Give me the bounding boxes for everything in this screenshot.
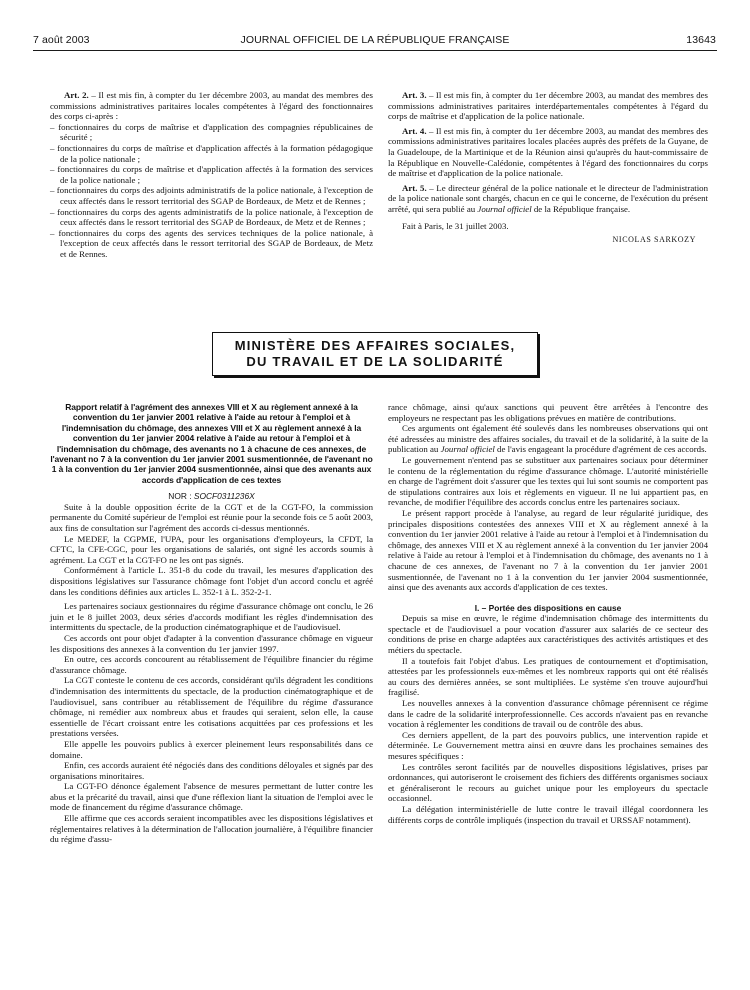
journal-name: Journal officiel [477,203,532,214]
article-2-text: – Il est mis fin, à compter du 1er décembre 2003, au mandat des membres des commissions administratives paritaires locales compétentes à l'égard des fonctionnaires des corps ci-après : [50,90,373,122]
report-paragraph: Suite à la double opposition écrite de la CGT et de la CGT-FO, la commission permanente du Comité supérieur de l'emploi est réunie pour la seconde fois ce 5 août 2003, aux fins de consultation sur l'agrément des accords ci-dessus mentionnés. [50,501,373,534]
report-paragraph: Conformément à l'article L. 351-8 du code du travail, les mesures d'application des dispositions législatives sur l'assurance chômage font l'objet d'un accord conclu et agréé dans les conditions définies aux articles L. 352-1 à L. 352-2-1. [50,565,373,597]
report-paragraph: La CGT-FO dénonce également l'absence de mesures permettant de lutter contre les abus et la précarité du travail, ainsi que d'une réflexion liant la situation de l'emploi avec le mode de financement du régime d'assurance chômage. [50,781,373,813]
report-paragraph: Enfin, ces accords auraient été négociés dans des conditions déloyales et signés par des organisations minoritaires. [50,760,373,781]
section-heading: I. – Portée des dispositions en cause [474,602,622,613]
report-left-column [50,402,373,845]
arrete-left-column [50,90,373,260]
report-paragraph: La CGT conteste le contenu de ces accords, considérant qu'ils dégradent les conditions d'indemnisation des intermittents du spectacle, de la production cinématographique et de l'audiovisuel, sans contribuer au rétablissement de l'équilibre du régime d'assurance chômage, ni remédier aux nombreux abus et fraudes qui seraient, selon elle, la cause essentielle de l'écart croissant entre les cotisations acquittées par ces professions et les prestations versées. [50,675,373,739]
nor-code: SOCF0311236X [193,491,255,502]
ministry-title-line-2: DU TRAVAIL ET DE LA SOLIDARITÉ [246,354,504,369]
list-item: – fonctionnaires du corps de maîtrise et d'application affectés à la formation des services de la police nationale ; [50,164,373,185]
report-paragraph: La délégation interministérielle de lutte contre le travail illégal coordonnera les différents corps de contrôle impliqués (inspection du travail et URSSAF notamment). [388,803,708,825]
report-paragraph: Il a toutefois fait l'objet d'abus. Les pratiques de contournement et d'optimisation, attestées par les professionnels eux-mêmes et les nombreux rapports qui ont été réalisés au cours des dernières années, se sont multipliées. Le système s'en trouve aujourd'hui fragilisé. [388,655,708,698]
article-5-label: Art. 5. [402,182,427,193]
report-paragraph: rance chômage, ainsi qu'aux sanctions qui peuvent être arrêtées à l'encontre des employeurs ne respectant pas les obligations prévues en matière de contributions. [388,402,708,423]
report-paragraph: Le présent rapport procède à l'analyse, au regard de leur régularité juridique, des principales dispositions contestées des annexes VIII et X au règlement annexé à la convention du 1er janvier 2001 relative à l'aide au retour à l'emploi et à l'indemnisation du chômage, des annexes VIII et X au règlement annexé à la convention du 1er janvier 2004 relative à l'aide au retour à l'emploi et à l'indemnisation du chômage, des avenants no 1 à chacune de ces annexes, de l'avenant no 7 à la convention du 1er janvier 2001 susmentionnée, de l'avenant no 1 à la convention du 1er janvier 2004 susmentionnée, ainsi que des avenants aux accords d'application de ces textes. [388,507,708,593]
ministry-heading-box [212,332,538,376]
report-title: Rapport relatif à l'agrément des annexes VIII et X au règlement annexé à la convention du 1er janvier 2001 relative à l'aide au retour à l'emploi et à l'indemnisation du chômage, des annexes VIII et X au règlement annexé à la convention du 1er janvier 2004 relative à l'aide au retour à l'emploi et à l'indemnisation du chômage, des avenants no 1 à chacune de ces annexes, de l'avenant no 7 à la convention du 1er janvier 2001 susmentionnée, de l'avenant no 1 à la convention du 1er janvier 2004 susmentionnée, ainsi que des avenants aux accords d'application de ces textes [50,402,373,485]
article-3 [388,90,708,122]
article-4-label: Art. 4. [402,125,427,136]
report-paragraph: Le MEDEF, la CGPME, l'UPA, pour les organisations d'employeurs, la CFDT, la CFTC, la CFE-CGC, pour les organisations de salariés, ont signé les accords soumis à agrément. La CGT et la CGT-FO ne les ont pas signés. [50,533,373,565]
article-4 [388,126,708,179]
article-5-text-before: – Le directeur général de la police nationale et le directeur de l'administration de la police nationale sont chargés, chacun en ce qui le concerne, de l'exécution du présent arrêté, qui sera publié au [388,182,708,214]
article-5-text-after: de la République française. [531,203,631,214]
signature-place-date: Fait à Paris, le 31 juillet 2003. [402,220,509,231]
list-item: – fonctionnaires du corps de maîtrise et d'application des compagnies républicaines de sécurité ; [50,122,373,143]
report-right-column [388,402,708,825]
article-4-text: – Il est mis fin, à compter du 1er décembre 2003, au mandat des membres des commissions administratives paritaires locales placées auprès des préfets de la Guyane, de la Guadeloupe, de la Martinique et de la Réunion ainsi qu'auprès du haut-commissaire de la République en Nouvelle-Calédonie, compétentes à l'égard des fonctionnaires du corps de maîtrise et d'application de la police nationale. [388,125,709,179]
report-paragraph: Les partenaires sociaux gestionnaires du régime d'assurance chômage ont conclu, le 26 juin et le 8 juillet 2003, deux séries d'accords modifiant les règles d'indemnisation des intermittents du spectacle, de la production cinématographique et de l'audiovisuel. [50,601,373,633]
list-item: – fonctionnaires du corps des agents des services techniques de la police nationale, à l'exception de ceux affectés dans le ressort territorial des SGAP de Bordeaux, de Metz et de Rennes. [50,228,373,260]
report-paragraph-text-before: Ces arguments ont également été soulevés dans les nombreuses observations qui ont été adressées au ministre des affaires sociales, du travail et de la solidarité, à la suite de la publication au [388,423,708,455]
report-paragraph [388,423,708,455]
page-number: 13643 [686,34,716,46]
report-paragraph-text-after: de l'avis engageant la procédure d'agrément de ces accords. [494,444,707,455]
report-paragraph: Elle affirme que ces accords seraient incompatibles avec les dispositions législatives et réglementaires relatives à la détermination de l'allocation journalière, à l'équilibre financier du régime d'assu- [50,813,373,845]
report-paragraph: Depuis sa mise en œuvre, le régime d'indemnisation chômage des intermittents du spectacle et de l'audiovisuel a pour vocation d'assurer aux salariés de ce secteur des conditions de prise en charge adaptées aux caractéristiques des activités artistiques et des métiers du spectacle. [388,613,708,656]
arrete-right-column [388,90,708,246]
report-paragraph: Le gouvernement n'entend pas se substituer aux partenaires sociaux pour déterminer le contenu de la réglementation du régime d'assurance chômage. L'autorité ministérielle en charge de l'agrément doit s'assurer que les textes qui lui sont soumis ne comportent pas de stipulations contraires aux lois et règlements en vigueur. Il ne lui appartient pas, en revanche, de modifier l'équilibre des accords conclus entre les partenaires sociaux. [388,454,708,508]
report-paragraph: Ces accords ont pour objet d'adapter à la convention d'assurance chômage en vigueur les dispositions des annexes à la convention du 1er janvier 1997. [50,632,373,654]
list-item: – fonctionnaires du corps de maîtrise et d'application affectés à la formation pédagogique de la police nationale ; [50,143,373,164]
article-3-text: – Il est mis fin, à compter du 1er décembre 2003, au mandat des membres des commissions administratives paritaires interdépartementales compétentes à l'égard du corps de maîtrise et d'application de la police nationale. [388,90,709,122]
nor-reference [50,491,373,502]
page-header [0,34,750,56]
report-paragraph: Elle appelle les pouvoirs publics à exercer pleinement leurs responsabilités dans ce domaine. [50,738,373,760]
article-2-label: Art. 2. [64,90,89,100]
journal-name: Journal officiel [440,444,495,455]
report-paragraph: Ces derniers appellent, de la part des pouvoirs publics, une intervention rapide et déterminée. Le Gouvernement mettra ainsi en œuvre dans les prochaines semaines des mesures spécifiques : [388,729,708,761]
list-item: – fonctionnaires du corps des agents administratifs de la police nationale, à l'exception de ceux affectés dans le ressort territorial des SGAP de Bordeaux, de Metz et de Rennes ; [50,207,373,228]
publication-date: 7 août 2003 [33,34,90,46]
report-paragraph: Les nouvelles annexes à la convention d'assurance chômage pérennisent ce régime dans le cadre de la solidarité interprofessionnelle. Ces accords n'avaient pas en revanche vocation à réglementer les conditions de travail ou de contrôle des abus. [388,698,708,730]
nor-label: NOR : [168,491,194,502]
ministry-title-line-1: MINISTÈRE DES AFFAIRES SOCIALES, [234,338,516,353]
report-paragraph: Les contrôles seront facilités par de nouvelles dispositions législatives, prises par ordonnances, qui autoriseront le croisement des fichiers des différents organismes sociaux et généraliseront le recours au guichet unique pour les employeurs du spectacle occasionnel. [388,761,708,804]
article-3-label: Art. 3. [402,90,427,100]
article-5 [388,183,708,215]
list-item: – fonctionnaires du corps des adjoints administratifs de la police nationale, à l'exception de ceux affectés dans le ressort territorial des SGAP de Bordeaux, de Metz et de Rennes ; [50,185,373,206]
header-divider [33,50,717,51]
journal-title: JOURNAL OFFICIEL DE LA RÉPUBLIQUE FRANÇAISE [240,34,510,46]
signatory-name: NICOLAS SARKOZY [612,235,696,245]
article-2 [50,90,373,122]
report-paragraph: En outre, ces accords concourent au rétablissement de l'équilibre financier du régime d'assurance chômage. [50,654,373,675]
